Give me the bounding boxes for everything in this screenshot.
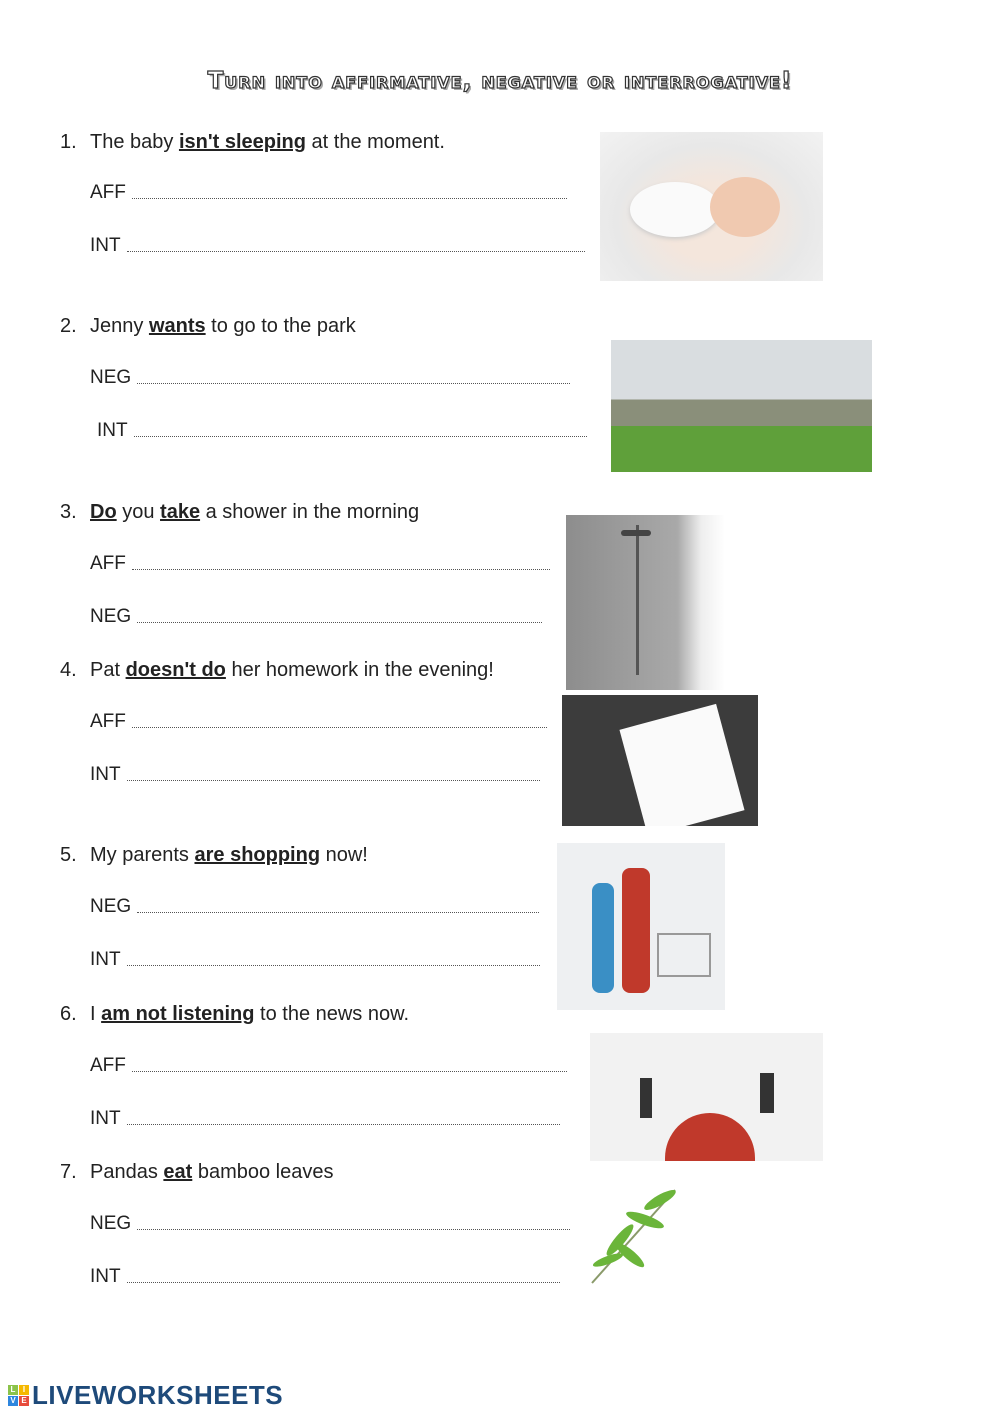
answer-label: INT bbox=[90, 1108, 121, 1129]
logo-icon bbox=[8, 1385, 29, 1406]
logo-letter: I bbox=[19, 1385, 29, 1395]
answer-label: NEG bbox=[90, 606, 132, 627]
answer-line-int[interactable] bbox=[97, 420, 587, 442]
answer-line-int[interactable] bbox=[90, 1266, 560, 1288]
item-number: 3. bbox=[60, 501, 77, 523]
answer-line-aff[interactable] bbox=[90, 711, 547, 733]
sentence-3: Do you take a shower in the morning bbox=[90, 501, 420, 523]
item-number: 2. bbox=[60, 315, 77, 337]
answer-line-int[interactable] bbox=[90, 949, 540, 971]
sentence-7: Pandas eat bamboo leaves bbox=[90, 1161, 334, 1183]
answer-line-neg[interactable] bbox=[90, 896, 539, 918]
brand-name: LIVEWORKSHEETS bbox=[32, 1380, 284, 1410]
answer-line-aff[interactable] bbox=[90, 182, 567, 204]
answer-label: INT bbox=[90, 1266, 121, 1287]
answer-label: INT bbox=[90, 949, 121, 970]
worksheet-title: Turn into affirmative, negative or interrogative! bbox=[207, 68, 793, 94]
answer-line-neg[interactable] bbox=[90, 606, 542, 628]
answer-label: AFF bbox=[90, 1055, 126, 1076]
news-image bbox=[590, 1033, 823, 1161]
shower-image bbox=[566, 515, 725, 690]
shopping-image bbox=[557, 843, 725, 1010]
answer-label: AFF bbox=[90, 182, 126, 203]
answer-label: AFF bbox=[90, 711, 126, 732]
item-number: 6. bbox=[60, 1003, 77, 1025]
sentence-5: My parents are shopping now! bbox=[90, 844, 368, 866]
logo-letter: V bbox=[8, 1396, 18, 1406]
logo-letter: L bbox=[8, 1385, 18, 1395]
sentence-1: The baby isn't sleeping at the moment. bbox=[90, 131, 445, 153]
item-number: 5. bbox=[60, 844, 77, 866]
answer-line-int[interactable] bbox=[90, 235, 585, 257]
logo-letter: E bbox=[19, 1396, 29, 1406]
answer-line-neg[interactable] bbox=[90, 367, 570, 389]
answer-line-aff[interactable] bbox=[90, 553, 550, 575]
answer-line-int[interactable] bbox=[90, 764, 540, 786]
answer-label: INT bbox=[97, 420, 128, 441]
answer-label: NEG bbox=[90, 367, 132, 388]
sleeping-baby-image bbox=[600, 132, 823, 281]
sentence-2: Jenny wants to go to the park bbox=[90, 315, 356, 337]
answer-line-int[interactable] bbox=[90, 1108, 560, 1130]
answer-label: INT bbox=[90, 235, 121, 256]
item-number: 7. bbox=[60, 1161, 77, 1183]
item-number: 1. bbox=[60, 131, 77, 153]
answer-label: INT bbox=[90, 764, 121, 785]
answer-line-aff[interactable] bbox=[90, 1055, 567, 1077]
homework-image bbox=[562, 695, 758, 826]
answer-label: NEG bbox=[90, 1213, 132, 1234]
park-image bbox=[611, 340, 872, 472]
bamboo-image bbox=[590, 1185, 682, 1285]
answer-label: NEG bbox=[90, 896, 132, 917]
liveworksheets-logo[interactable] bbox=[8, 1380, 283, 1411]
sentence-6: I am not listening to the news now. bbox=[90, 1003, 410, 1025]
answer-line-neg[interactable] bbox=[90, 1213, 570, 1235]
sentence-4: Pat doesn't do her homework in the evening! bbox=[90, 659, 494, 681]
answer-label: AFF bbox=[90, 553, 126, 574]
item-number: 4. bbox=[60, 659, 77, 681]
